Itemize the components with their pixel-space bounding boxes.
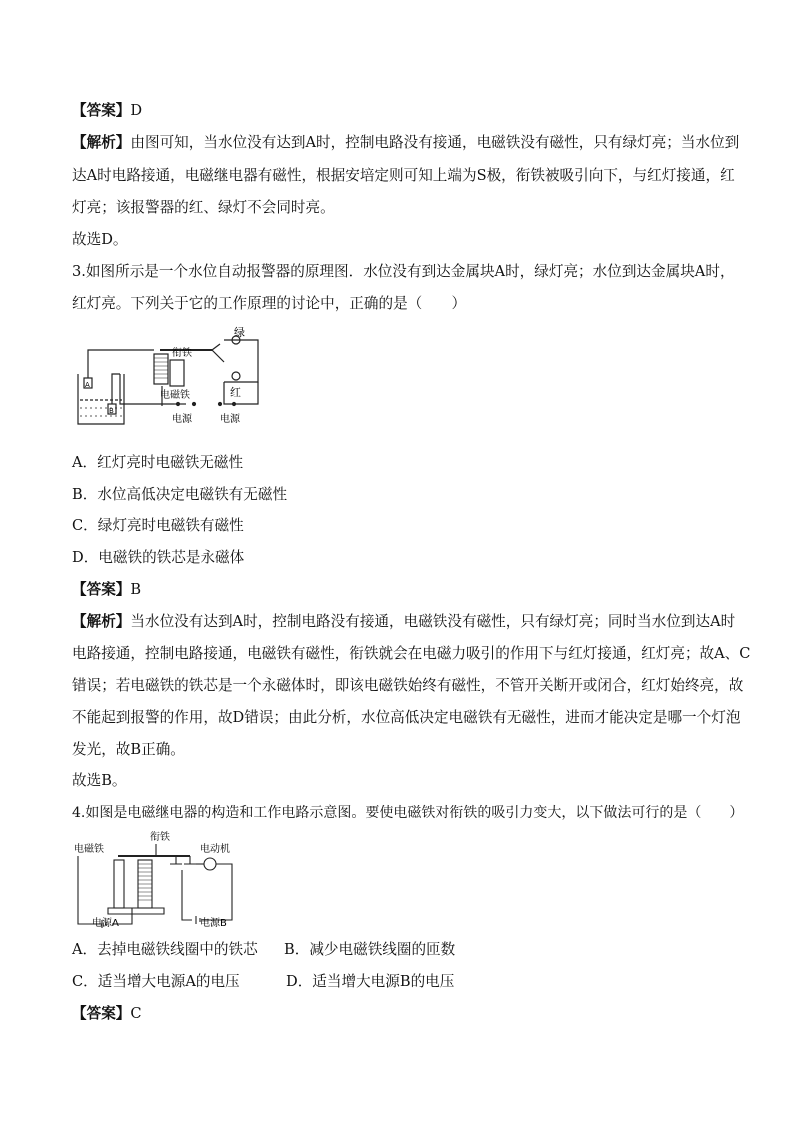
q4-option-b: B．减少电磁铁线圈的匝数 [284, 941, 456, 958]
label-a: A [85, 381, 90, 389]
q3-option-d: D．电磁铁的铁芯是永磁体 [72, 549, 245, 566]
label-b: B [109, 407, 114, 415]
label-motor: 电动机 [200, 844, 230, 855]
q3-analysis-line-1 [72, 612, 735, 632]
label-electromagnet: 电磁铁 [160, 390, 190, 401]
q4-option-d: D．适当增大电源B的电压 [286, 973, 455, 990]
label-armature: 衔铁 [172, 348, 192, 359]
answer-value: D [130, 102, 143, 119]
q2-conclusion: 故选D。 [72, 231, 128, 248]
q3-analysis-line-3: 错误；若电磁铁的铁芯是一个永磁体时，即该电磁铁始终有磁性，不管开关断开或闭合，红灯始终亮，故 [72, 677, 744, 694]
label-power-2: 电源 [220, 414, 240, 425]
q2-analysis-line-3: 灯亮；该报警器的红、绿灯不会同时亮。 [72, 199, 335, 216]
analysis-label: 【解析】 [72, 613, 131, 630]
q3-answer [72, 580, 141, 600]
analysis-text: 由图可知，当水位没有达到A时，控制电路没有接通，电磁铁没有磁性，只有绿灯亮；当水位到 [130, 134, 740, 151]
relay-base [108, 908, 164, 914]
q3-conclusion: 故选B。 [72, 772, 127, 789]
q2-analysis-line-2: 达A时电路接通，电磁继电器有磁性，根据安培定则可知上端为S极，衔铁被吸引向下，与红灯接通，红 [72, 167, 735, 184]
q2-analysis-line-1 [72, 133, 739, 153]
q3-option-c: C．绿灯亮时电磁铁有磁性 [72, 517, 244, 534]
answer-value: B [130, 581, 142, 598]
label-power-b: 电源B [200, 918, 227, 929]
q3-stem-line-2: 红灯亮。下列关于它的工作原理的讨论中，正确的是（ ） [72, 295, 467, 312]
motor-icon [204, 858, 216, 870]
label-power-1: 电源 [172, 414, 192, 425]
relay-core [170, 360, 184, 386]
analysis-label: 【解析】 [72, 134, 131, 151]
core-left [114, 860, 124, 908]
electromagnet-coil [154, 354, 168, 384]
answer-label: 【答案】 [72, 102, 131, 119]
q3-figure-water-alarm [74, 326, 274, 430]
label-armature: 衔铁 [150, 832, 170, 843]
q3-analysis-line-5: 发光，故B正确。 [72, 741, 185, 758]
q4-option-c: C．适当增大电源A的电压 [72, 973, 240, 990]
analysis-text: 当水位没有达到A时，控制电路没有接通，电磁铁没有磁性，只有绿灯亮；同时当水位到达A时 [130, 613, 736, 630]
q3-analysis-line-2: 电路接通，控制电路接通，电磁铁有磁性，衔铁就会在电磁力吸引的作用下与红灯接通，红灯亮；故A、C [72, 645, 751, 662]
label-power-a: 电源A [92, 918, 119, 929]
label-red: 红 [230, 386, 241, 399]
red-lamp [232, 372, 240, 380]
answer-label: 【答案】 [72, 581, 131, 598]
answer-label: 【答案】 [72, 1005, 131, 1022]
q4-figure-relay [72, 830, 242, 930]
label-electromagnet: 电磁铁 [74, 844, 104, 855]
q4-option-a: A．去掉电磁铁线圈中的铁芯 [72, 941, 258, 958]
q4-stem: 4.如图是电磁继电器的构造和工作电路示意图。要使电磁铁对衔铁的吸引力变大，以下做法可行的是（ ） [72, 805, 744, 821]
label-green: 绿 [234, 326, 245, 339]
answer-value: C [130, 1005, 142, 1022]
q3-stem-line-1: 3.如图所示是一个水位自动报警器的原理图．水位没有到达金属块A时，绿灯亮；水位到达金属块A时， [72, 263, 735, 280]
q3-option-a: A．红灯亮时电磁铁无磁性 [72, 454, 244, 471]
q4-answer [72, 1004, 142, 1024]
q3-option-b: B．水位高低决定电磁铁有无磁性 [72, 486, 288, 503]
q3-analysis-line-4: 不能起到报警的作用，故D错误；由此分析，水位高低决定电磁铁有无磁性，进而才能决定是哪一个灯泡 [72, 709, 741, 726]
q2-answer [72, 101, 142, 121]
